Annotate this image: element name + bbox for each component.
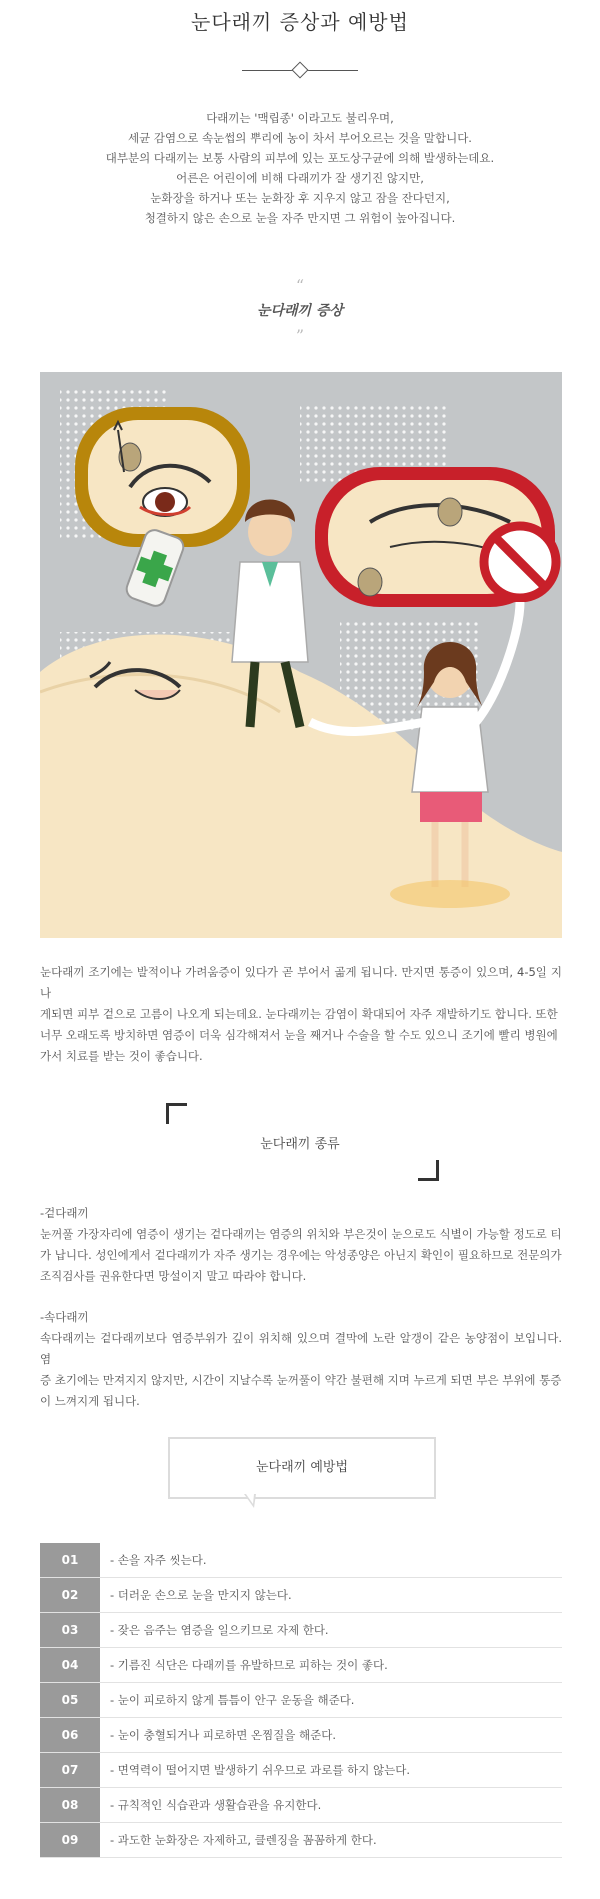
- diamond-icon: [292, 62, 309, 79]
- bracket-bottom-right-icon: [418, 1160, 439, 1181]
- page-title: 눈다래끼 증상과 예방법: [191, 10, 409, 34]
- step-number: 04: [40, 1648, 100, 1682]
- inner-stye-line: 속다래끼는 겉다래끼보다 염증부위가 깊이 위치해 있으며 결막에 노란 알갱이 같은 농양점이 보입니다. 염: [40, 1331, 562, 1366]
- intro-line: 눈화장을 하거나 또는 눈화장 후 지우지 않고 잠을 잔다던지,: [150, 191, 450, 205]
- step-number: 05: [40, 1683, 100, 1717]
- inner-stye-line: 이 느껴지게 됩니다.: [40, 1394, 140, 1408]
- symptoms-line: 눈다래끼 조기에는 발적이나 가려움증이 있다가 곧 부어서 곪게 됩니다. 만지면 통증이 있으며, 4-5일 지나: [40, 965, 562, 1000]
- inner-stye-label: -속다래끼: [40, 1310, 89, 1324]
- symptoms-line: 너무 오래도록 방치하면 염증이 더욱 심각해져서 눈을 째거나 수술을 할 수도 있으니 조기에 빨리 병원에: [40, 1028, 558, 1042]
- outer-stye-body: [40, 1224, 562, 1287]
- step-number: 06: [40, 1718, 100, 1752]
- prevention-step: [40, 1823, 562, 1858]
- intro-line: 대부분의 다래끼는 보통 사람의 피부에 있는 포도상구균에 의해 발생하는데요.: [105, 151, 495, 165]
- types-heading: 눈다래끼 종류: [260, 1137, 340, 1152]
- symptoms-heading: 눈다래끼 증상: [256, 303, 344, 319]
- prevention-step: [40, 1683, 562, 1718]
- intro-text: [0, 108, 600, 228]
- quote-open-icon: “: [295, 276, 305, 295]
- step-number: 09: [40, 1823, 100, 1857]
- prevention-step: [40, 1718, 562, 1753]
- step-text: - 눈이 피로하지 않게 틈틈이 안구 운동을 해준다.: [110, 1693, 355, 1707]
- symptom-illustration: [40, 372, 562, 938]
- prevention-step: [40, 1788, 562, 1823]
- step-number: 01: [40, 1543, 100, 1577]
- bracket-top-left-icon: [166, 1103, 187, 1124]
- step-number: 03: [40, 1613, 100, 1647]
- prevention-step: [40, 1543, 562, 1578]
- prevention-list: [40, 1543, 562, 1858]
- prevention-step: [40, 1753, 562, 1788]
- step-text: - 면역력이 떨어지면 발생하기 쉬우므로 과로를 하지 않는다.: [110, 1763, 411, 1777]
- quote-close-icon: ”: [295, 326, 305, 345]
- speech-bubble-tail-inner: [246, 1494, 254, 1504]
- intro-line: 청결하지 않은 손으로 눈을 자주 만지면 그 위험이 높아집니다.: [144, 211, 456, 225]
- step-text: - 더러운 손으로 눈을 만지지 않는다.: [110, 1588, 292, 1602]
- prevention-step: [40, 1578, 562, 1613]
- intro-line: 세균 감염으로 속눈썹의 뿌리에 농이 차서 부어오르는 것을 말합니다.: [128, 131, 472, 145]
- outer-stye-line: 가 납니다. 성인에게서 겉다래끼가 자주 생기는 경우에는 악성종양은 아닌지 확인이 필요하므로 전문의가: [40, 1248, 562, 1262]
- outer-stye-line: 조직검사를 권유한다면 망설이지 말고 따라야 합니다.: [40, 1269, 307, 1283]
- step-text: - 규칙적인 식습관과 생활습관을 유지한다.: [110, 1798, 322, 1812]
- outer-stye-line: 눈꺼풀 가장자리에 염증이 생기는 겉다래끼는 염증의 위치와 부은것이 눈으로도 식별이 가능할 정도로 티: [40, 1227, 562, 1241]
- step-number: 07: [40, 1753, 100, 1787]
- step-text: - 손을 자주 씻는다.: [110, 1553, 207, 1567]
- step-text: - 눈이 충혈되거나 피로하면 온찜질을 해준다.: [110, 1728, 337, 1742]
- step-text: - 기름진 식단은 다래끼를 유발하므로 피하는 것이 좋다.: [110, 1658, 388, 1672]
- prevention-step: [40, 1613, 562, 1648]
- inner-stye-body: [40, 1328, 562, 1412]
- outer-stye-label: -겉다래끼: [40, 1206, 89, 1220]
- inner-stye-line: 증 초기에는 만져지지 않지만, 시간이 지날수록 눈꺼풀이 약간 불편해 지며 누르게 되면 부은 부위에 통증: [40, 1373, 562, 1387]
- step-number: 02: [40, 1578, 100, 1612]
- title-divider: [242, 70, 358, 71]
- step-text: - 잦은 음주는 염증을 일으키므로 자제 한다.: [110, 1623, 329, 1637]
- step-number: 08: [40, 1788, 100, 1822]
- step-text: - 과도한 눈화장은 자제하고, 클렌징을 꼼꼼하게 한다.: [110, 1833, 377, 1847]
- symptoms-line: 게되면 피부 겉으로 고름이 나오게 되는데요. 눈다래끼는 감염이 확대되어 자주 재발하기도 합니다. 또한: [40, 1007, 558, 1021]
- prevention-heading: 눈다래끼 예방법: [168, 1437, 436, 1499]
- prevention-step: [40, 1648, 562, 1683]
- intro-line: 어른은 어린이에 비해 다래끼가 잘 생기진 않지만,: [176, 171, 424, 185]
- symptoms-body: [40, 962, 562, 1067]
- symptoms-line: 가서 치료를 받는 것이 좋습니다.: [40, 1049, 203, 1063]
- intro-line: 다래끼는 '맥립종' 이라고도 불리우며,: [206, 111, 394, 125]
